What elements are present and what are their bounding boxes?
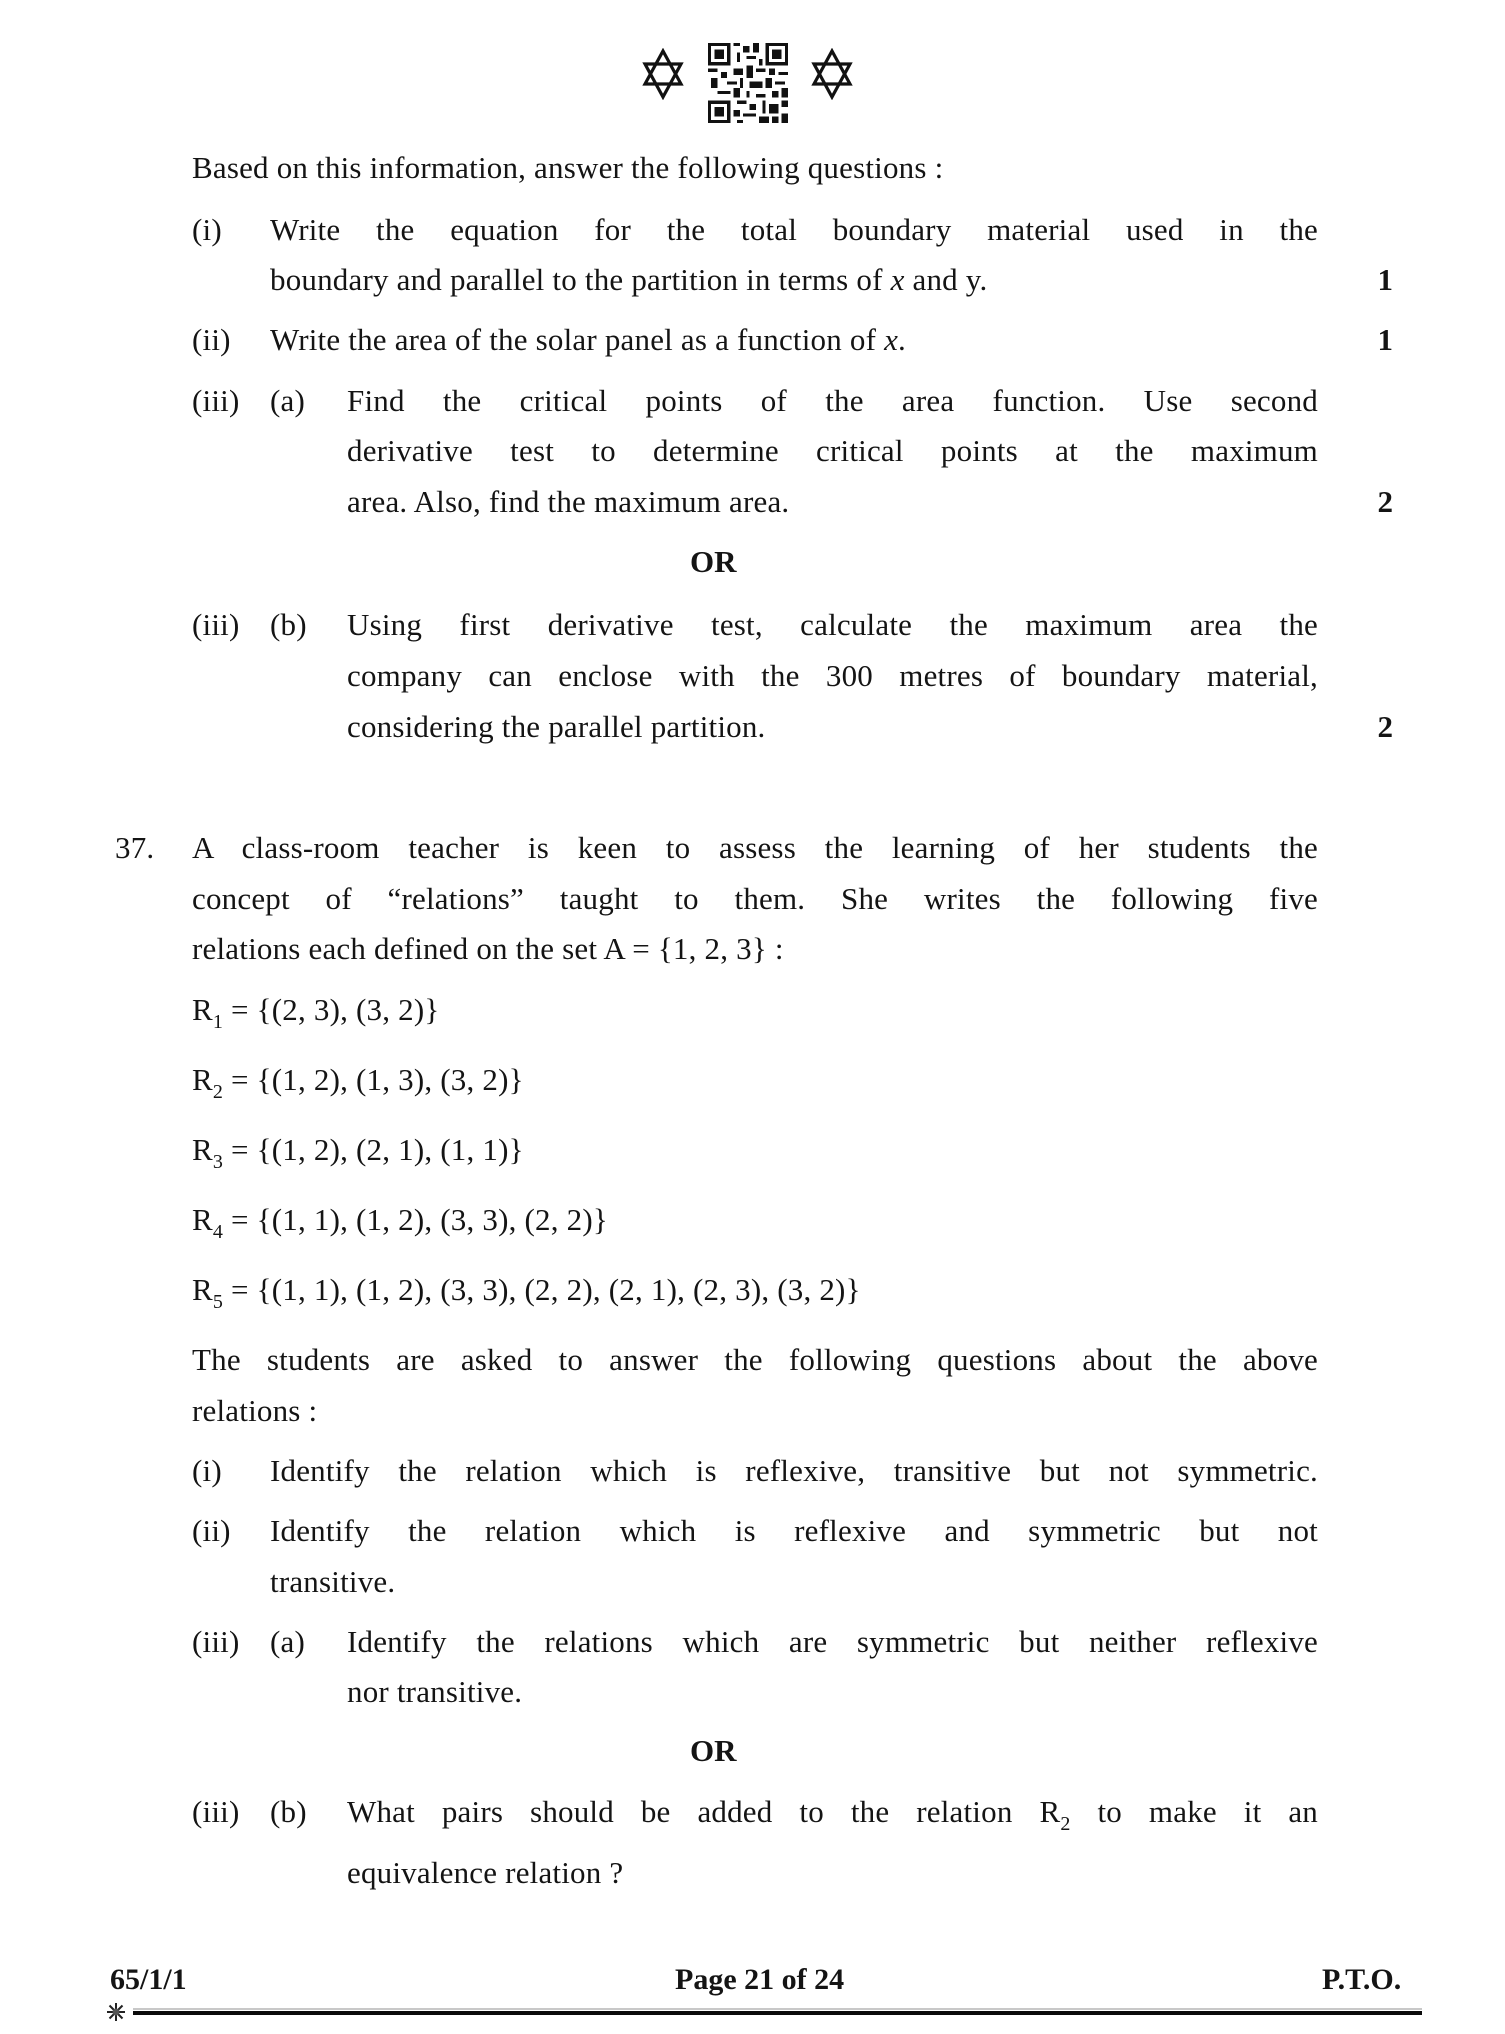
relation-r2: $R_2 = \{(1$, 2), (1, 3), (3, 2)} [192, 1062, 524, 1103]
subpart-label: (b) [270, 607, 307, 642]
question-text: Identify the relation which is reflexive and symmetric but not [270, 1513, 1318, 1548]
question-text: Write the equation for the total boundary material used in the [270, 212, 1318, 247]
or-separator: OR [690, 544, 737, 579]
qr-code-icon [708, 42, 788, 124]
part-label: (i) [192, 212, 222, 247]
marks: 2 [1377, 709, 1393, 744]
question-text: Identify the relation which is reflexive, transitive but not symmetric. [270, 1453, 1318, 1488]
subpart-label: (b) [270, 1794, 307, 1829]
question-text: A class-room teacher is keen to assess the learning of her students the [192, 830, 1318, 865]
part-label: (ii) [192, 322, 231, 357]
marks: 2 [1377, 484, 1393, 519]
part-label: (i) [192, 1453, 222, 1488]
part-label: (iii) [192, 607, 240, 642]
section-intro: Based on this information, answer the following questions : [192, 150, 944, 185]
question-text: derivative test to determine critical points at the maximum [347, 433, 1318, 468]
question-text: Identify the relations which are symmetric but neither reflexive [347, 1624, 1318, 1659]
footer-rule-shadow [133, 2008, 1422, 2010]
relation-r5: $R_5 = \{(1$, 1), (1, 2), (3, 3), (2, 2), (2, 1), (2, 3), (3, 2)} [192, 1272, 861, 1313]
question-text: The students are asked to answer the following questions about the above [192, 1342, 1318, 1377]
question-text: What pairs should be added to the relation $R_2$ to make it an [347, 1794, 1318, 1835]
relation-r4: $R_4 = \{(1$, 1), (1, 2), (3, 3), (2, 2)} [192, 1202, 608, 1243]
relation-r1: $R_1 = \{(2$, 3), (3, 2)} [192, 992, 440, 1033]
rosette-icon [106, 2002, 126, 2022]
question-text: considering the parallel partition. [347, 709, 766, 744]
question-text: area. Also, find the maximum area. [347, 484, 790, 519]
question-text: Find the critical points of the area function. Use second [347, 383, 1318, 418]
footer-rule [133, 2011, 1422, 2015]
page-number: Page 21 of 24 [675, 1963, 845, 1996]
part-label: (iii) [192, 383, 240, 418]
question-text: boundary and parallel to the partition in terms of x and y. [270, 262, 988, 297]
pto-label: P.T.O. [1322, 1963, 1402, 1996]
or-separator: OR [690, 1733, 737, 1768]
relation-r3: $R_3 = \{(1$, 2), (2, 1), (1, 1)} [192, 1132, 524, 1173]
question-text: company can enclose with the 300 metres of boundary material, [347, 658, 1318, 693]
question-text: concept of “relations” taught to them. She writes the following five [192, 881, 1318, 916]
marks: 1 [1377, 322, 1393, 357]
star-of-david-icon [811, 48, 853, 100]
star-of-david-icon [642, 48, 684, 100]
paper-code: 65/1/1 [110, 1963, 187, 1996]
question-text: nor transitive. [347, 1674, 523, 1709]
subpart-label: (a) [270, 1624, 306, 1659]
question-number: 37. [115, 830, 155, 865]
question-text: relations : [192, 1393, 318, 1428]
question-text: equivalence relation ? [347, 1855, 624, 1890]
part-label: (iii) [192, 1794, 240, 1829]
question-text: Write the area of the solar panel as a function of x. [270, 322, 906, 357]
question-text: transitive. [270, 1564, 396, 1599]
part-label: (iii) [192, 1624, 240, 1659]
marks: 1 [1377, 262, 1393, 297]
question-text: relations each defined on the set A = {1, 2, 3} : [192, 931, 784, 966]
question-text: Using first derivative test, calculate the maximum area the [347, 607, 1318, 642]
part-label: (ii) [192, 1513, 231, 1548]
subpart-label: (a) [270, 383, 306, 418]
